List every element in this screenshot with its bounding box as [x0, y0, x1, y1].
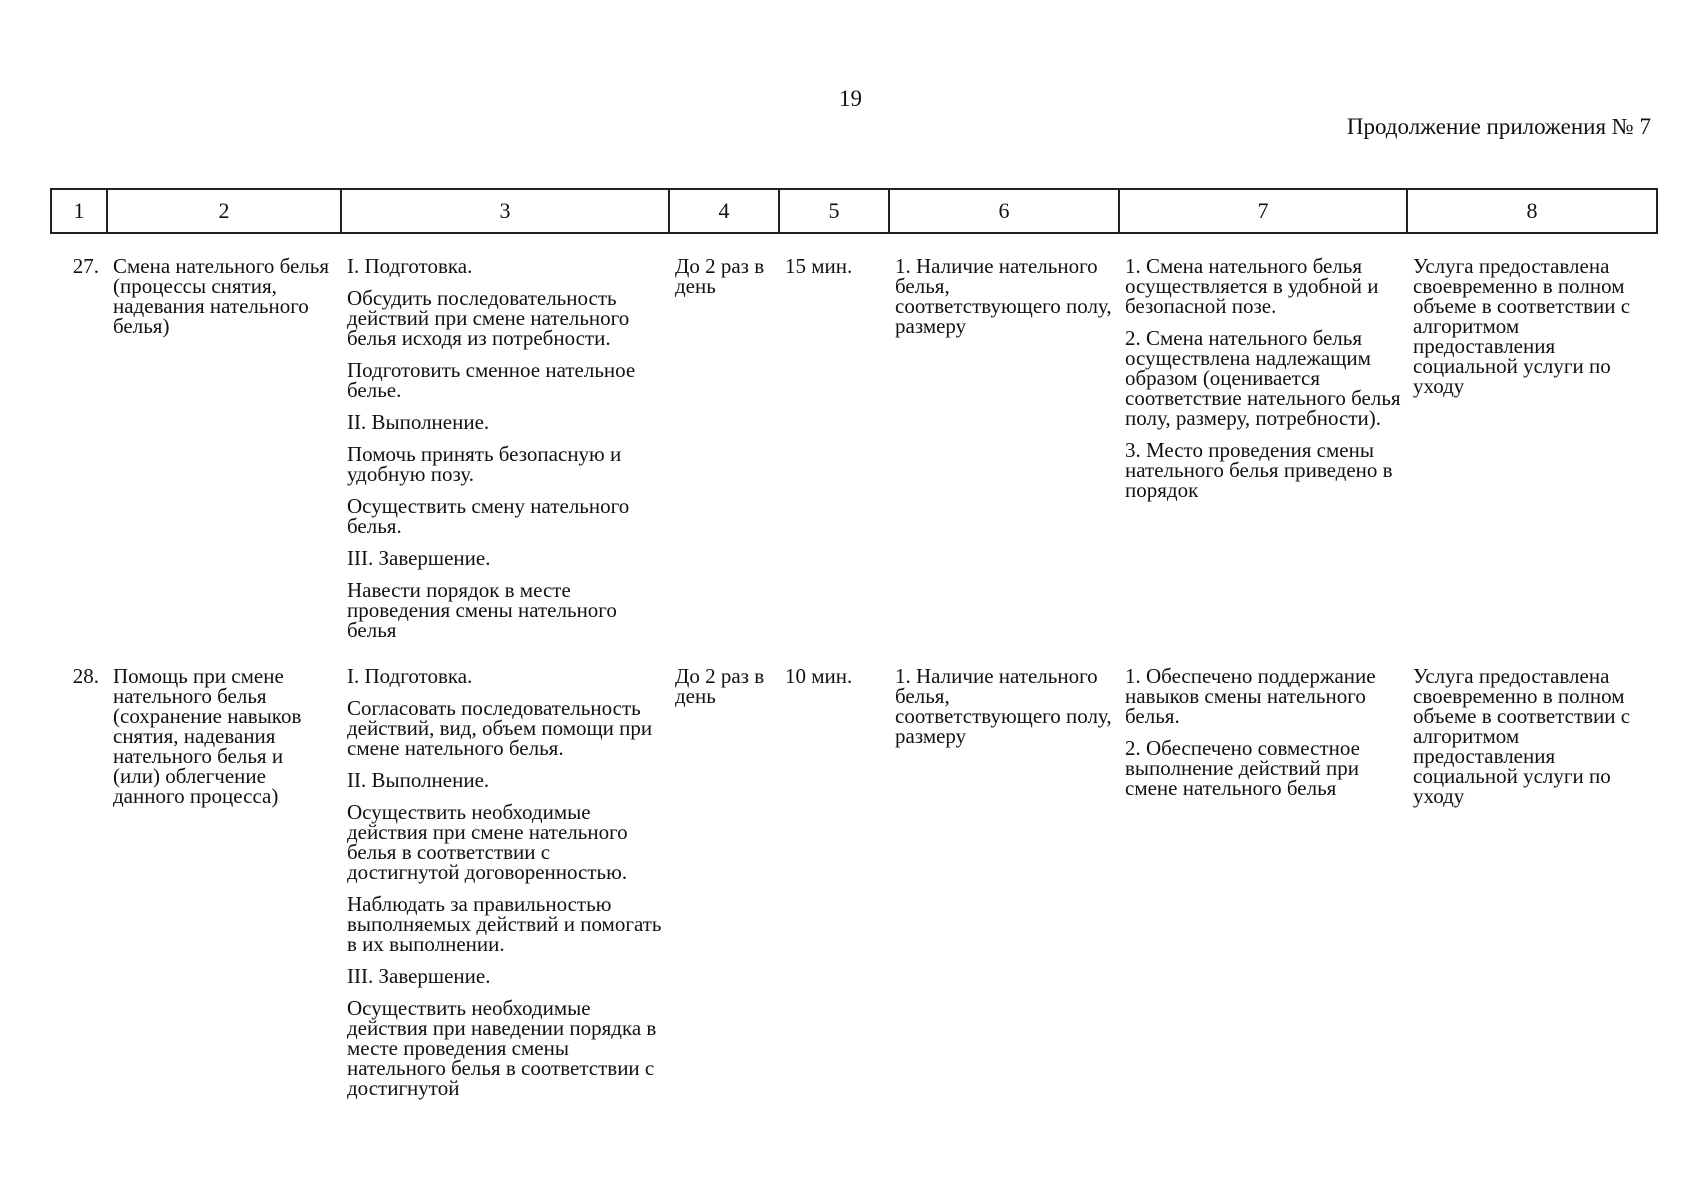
step-text: III. Завершение.	[347, 546, 491, 570]
service-steps	[341, 640, 669, 1098]
condition-text: 1. Наличие нательного белья, соответствующего полу, размеру	[895, 664, 1112, 748]
step-text: Подготовить сменное нательное белье.	[347, 358, 636, 402]
duration: 10 мин.	[785, 664, 853, 688]
quality-text: 2. Обеспечено совместное выполнение действий при смене нательного белья	[1125, 736, 1360, 800]
column-header: 5	[779, 189, 889, 233]
table-row	[51, 233, 1657, 640]
step-text: Осуществить необходимые действия при смене нательного белья в соответствии с достигнутой договоренностью.	[347, 800, 628, 884]
service-name: Смена нательного белья (процессы снятия, надевания нательного белья)	[113, 254, 330, 338]
step-text: I. Подготовка.	[347, 664, 473, 688]
quality-text: 1. Смена нательного белья осуществляется в удобной и безопасной позе.	[1125, 254, 1379, 318]
service-steps	[341, 233, 669, 640]
step-text: Согласовать последовательность действий, вид, объем помощи при смене нательного белья.	[347, 696, 653, 760]
table-row	[51, 640, 1657, 1098]
column-header: 8	[1407, 189, 1657, 233]
quality-text: 2. Смена нательного белья осуществлена надлежащим образом (оценивается соответствие нательного белья полу, размеру, потребности).	[1125, 326, 1401, 430]
column-header: 4	[669, 189, 779, 233]
column-number-header	[51, 189, 1657, 233]
frequency: До 2 раз в день	[675, 664, 765, 708]
frequency: До 2 раз в день	[675, 254, 765, 298]
column-header: 2	[107, 189, 341, 233]
service-result: Услуга предоставлена своевременно в полном объеме в соответствии с алгоритмом предоставления социальной услуги по уходу	[1413, 254, 1631, 398]
column-header: 3	[341, 189, 669, 233]
column-header: 7	[1119, 189, 1407, 233]
conditions	[889, 640, 1119, 1098]
conditions	[889, 233, 1119, 640]
row-number: 28.	[72, 664, 99, 688]
step-text: Осуществить необходимые действия при наведении порядка в месте проведения смены нательного белья в соответствии с достигнутой	[347, 996, 657, 1100]
page-number: 19	[839, 86, 862, 111]
quality-indicators	[1119, 233, 1407, 640]
column-header: 1	[51, 189, 107, 233]
service-name: Помощь при смене нательного белья (сохранение навыков снятия, надевания нательного белья и (или) облегчение данного процесса)	[113, 664, 302, 808]
step-text: Осуществить смену нательного белья.	[347, 494, 630, 538]
condition-text: 1. Наличие нательного белья, соответствующего полу, размеру	[895, 254, 1112, 338]
step-text: Помочь принять безопасную и удобную позу.	[347, 442, 622, 486]
row-number: 27.	[72, 254, 99, 278]
column-header: 6	[889, 189, 1119, 233]
quality-text: 3. Место проведения смены нательного белья приведено в порядок	[1125, 438, 1393, 502]
step-text: II. Выполнение.	[347, 768, 490, 792]
appendix-continuation-note: Продолжение приложения № 7	[1346, 114, 1651, 139]
services-table	[50, 188, 1658, 1098]
step-text: II. Выполнение.	[347, 410, 490, 434]
step-text: I. Подготовка.	[347, 254, 473, 278]
step-text: Навести порядок в месте проведения смены нательного белья	[347, 578, 617, 642]
quality-indicators	[1119, 640, 1407, 1098]
quality-text: 1. Обеспечено поддержание навыков смены нательного белья.	[1125, 664, 1376, 728]
duration: 15 мин.	[785, 254, 853, 278]
step-text: Обсудить последовательность действий при смене нательного белья исходя из потребности.	[347, 286, 630, 350]
step-text: Наблюдать за правильностью выполняемых действий и помогать в их выполнении.	[347, 892, 662, 956]
step-text: III. Завершение.	[347, 964, 491, 988]
service-result: Услуга предоставлена своевременно в полном объеме в соответствии с алгоритмом предоставления социальной услуги по уходу	[1413, 664, 1631, 808]
